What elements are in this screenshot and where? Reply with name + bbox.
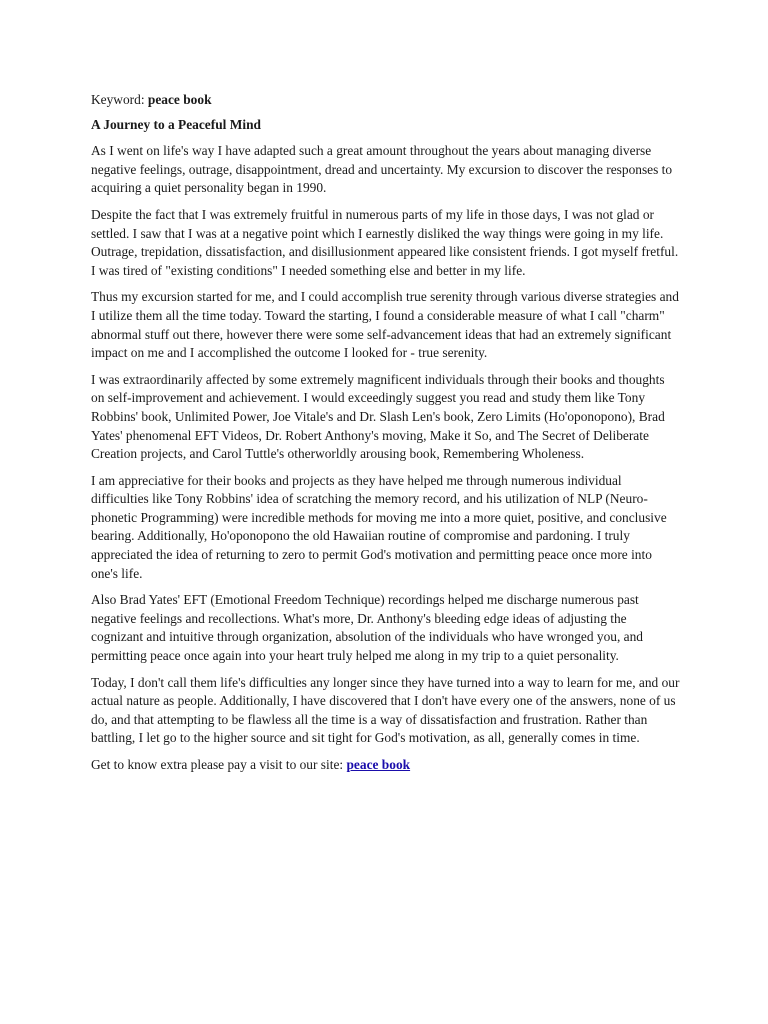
peace-book-link[interactable]: peace book: [346, 757, 411, 772]
keyword-label: Keyword:: [91, 92, 148, 107]
paragraph-1: As I went on life's way I have adapted such a great amount throughout the years about managing diverse negative feelings, outrage, disappointment, dread and uncertainty. My excursion to discover the responses to acquiring a quiet personality began in 1990.: [91, 143, 673, 196]
keyword-value: peace book: [147, 92, 212, 107]
keyword-line: [91, 91, 681, 110]
paragraph-6: Also Brad Yates' EFT (Emotional Freedom Technique) recordings helped me discharge numerous past negative feelings and recollections. What's more, Dr. Anthony's bleeding edge ideas of adjusting the cognizant and intuitive through organization, absolution of the individuals who have wronged you, and permitting peace once again into your heart truly helped me along in my trip to a quiet personality.: [91, 592, 644, 664]
document-title: A Journey to a Peaceful Mind: [91, 116, 261, 132]
closing-text: Get to know extra please pay a visit to our site:: [91, 757, 347, 772]
document-page: [91, 91, 681, 783]
closing-line: [91, 756, 681, 775]
paragraph-7: Today, I don't call them life's difficulties any longer since they have turned into a way to learn for me, and our actual nature as people. Additionally, I have discovered that I don't have every one of the answers, none of us do, and that attempting to be flawless all the time is a way of dissatisfaction and frustration. Rather than battling, I let go to the higher source and sit tight for God's motivation, as all, generally comes in time.: [91, 674, 680, 746]
paragraph-5: I am appreciative for their books and projects as they have helped me through numerous individual difficulties like Tony Robbins' idea of scratching the memory record, and his utilization of NLP (Neuro-phonetic Programming) were incredible methods for moving me into a more quiet, positive, and conclusive bearing. Additionally, Ho'oponopono the old Hawaiian routine of compromise and pardoning. I truly appreciated the idea of returning to zero to permit God's motivation and permitting peace once more into one's life.: [91, 472, 667, 581]
paragraph-4: I was extraordinarily affected by some extremely magnificent individuals through their books and thoughts on self-improvement and achievement. I would exceedingly suggest you read and study them like Tony Robbins' book, Unlimited Power, Joe Vitale's and Dr. Slash Len's book, Zero Limits (Ho'oponopono), Brad Yates' phenomenal EFT Videos, Dr. Robert Anthony's moving, Make it So, and The Secret of Deliberate Creation projects, and Carol Tuttle's otherworldly arousing book, Remembering Wholeness.: [91, 371, 665, 462]
paragraph-3: Thus my excursion started for me, and I could accomplish true serenity through various diverse strategies and I utilize them all the time today. Toward the starting, I found a considerable measure of what I call "charm" abnormal stuff out there, however there were some self-advancement ideas that had an extremely significant impact on me and I accomplished the outcome I looked for - true serenity.: [91, 289, 679, 361]
paragraph-2: Despite the fact that I was extremely fruitful in numerous parts of my life in those days, I was not glad or settled. I saw that I was at a negative point which I earnestly disliked the way things were going in my life. Outrage, trepidation, dissatisfaction, and disillusionment appeared like consistent friends. I got myself fretful. I was tired of "existing conditions" I needed something else and better in my life.: [91, 206, 679, 278]
